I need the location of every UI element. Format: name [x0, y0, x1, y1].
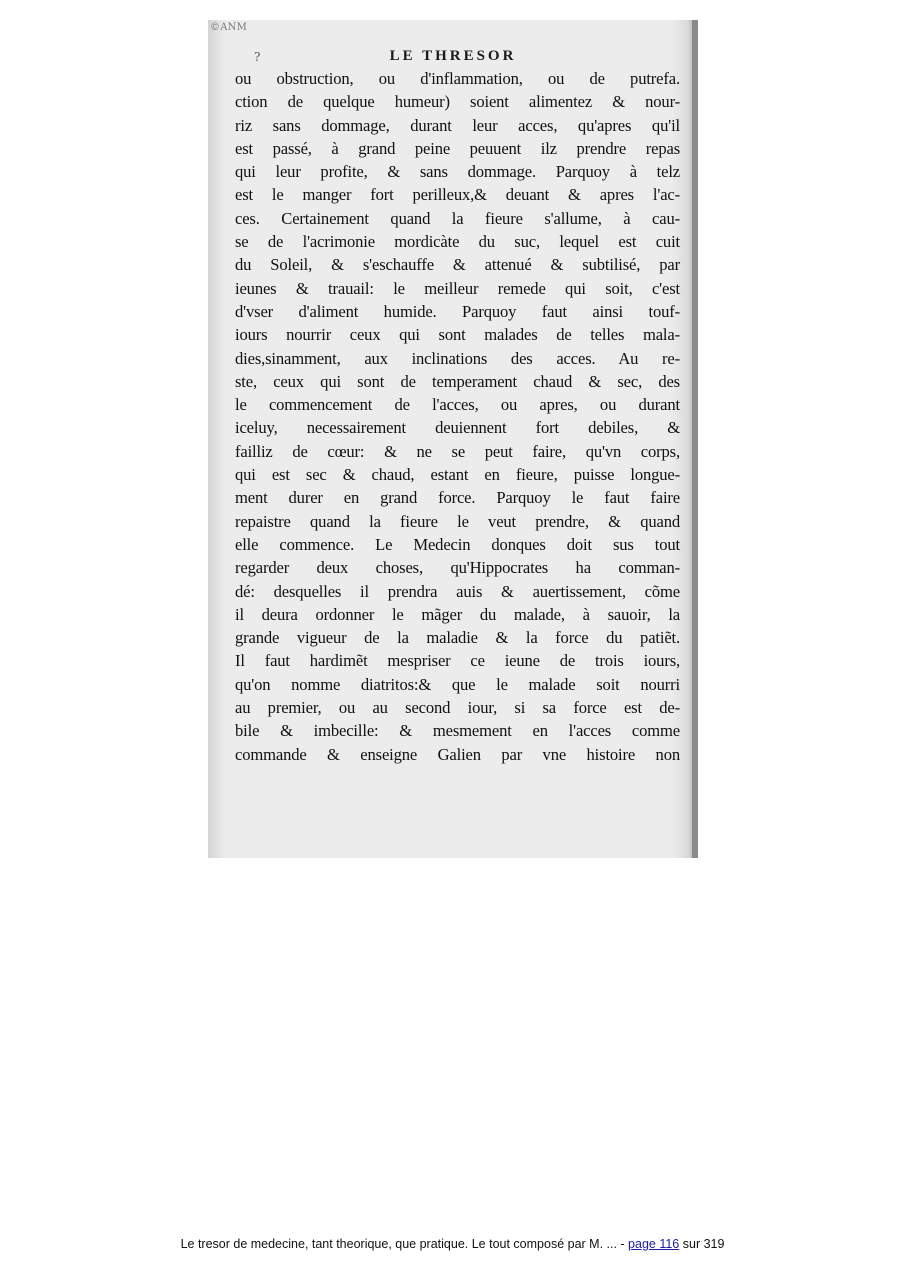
document-title: Le tresor de medecine, tant theorique, que pratique. Le tout composé par M. ... - — [180, 1237, 629, 1251]
page-count: sur 319 — [679, 1237, 725, 1251]
text-line: repaistre quand la fieure le veut prendre, & quand — [235, 511, 680, 531]
text-line: est passé, à grand peine peuuent ilz prendre repas — [235, 138, 680, 158]
text-line: iours nourrir ceux qui sont malades de telles mala- — [235, 325, 680, 345]
text-line: ces. Certainement quand la fieure s'allume, à cau- — [235, 208, 680, 228]
text-line: est le manger fort perilleux,& deuant & apres l'ac- — [235, 185, 680, 205]
page-link[interactable]: page 116 — [628, 1237, 680, 1251]
text-line: ou obstruction, ou d'inflammation, ou de putrefa. — [235, 69, 680, 88]
text-line: grande vigueur de la maladie & la force du patiẽt. — [235, 628, 680, 648]
text-line: iceluy, necessairement deuiennent fort debiles, & — [235, 418, 680, 438]
running-head: LE THRESOR — [389, 48, 517, 64]
text-line: dies,sinamment, aux inclinations des acces. Au re- — [235, 348, 680, 368]
text-line: au premier, ou au second iour, si sa force est de- — [235, 698, 680, 718]
binding-edge — [692, 20, 698, 858]
text-line: ment durer en grand force. Parquoy le faut faire — [235, 488, 680, 508]
text-line: qui leur profite, & sans dommage. Parquoy à telz — [235, 162, 680, 182]
caption-footer — [0, 1237, 905, 1251]
text-line: Il faut hardimẽt mespriser ce ieune de trois iours, — [235, 651, 680, 671]
text-line: le commencement de l'acces, ou apres, ou durant — [235, 395, 680, 415]
text-line: du Soleil, & s'eschauffe & attenué & subtilisé, par — [235, 255, 680, 275]
page-scan — [208, 20, 698, 858]
text-line: bile & imbecille: & mesmement en l'acces comme — [235, 721, 680, 741]
text-line: ction de quelque humeur) soient alimentez & nour- — [235, 92, 680, 112]
text-line: regarder deux choses, qu'Hippocrates ha comman- — [235, 558, 680, 578]
text-line: qu'on nomme diatritos:& que le malade soit nourri — [235, 674, 680, 694]
watermark: ©ANM — [210, 22, 248, 33]
text-line: failliz de cœur: & ne se peut faire, qu'vn corps, — [235, 441, 680, 461]
text-line: commande & enseigne Galien par vne histoire non — [235, 744, 680, 764]
body-text — [235, 67, 680, 766]
text-line: d'vser d'aliment humide. Parquoy faut ainsi touf- — [235, 301, 680, 321]
text-line: ieunes & trauail: le meilleur remede qui soit, c'est — [235, 278, 680, 298]
text-line: elle commence. Le Medecin donques doit sus tout — [235, 534, 680, 554]
text-line: se de l'acrimonie mordicàte du suc, lequel est cuit — [235, 232, 680, 252]
text-line: il deura ordonner le mãger du malade, à sauoir, la — [235, 604, 680, 624]
text-line: riz sans dommage, durant leur acces, qu'apres qu'il — [235, 115, 680, 135]
page-mark: ? — [254, 50, 261, 64]
text-line: dé: desquelles il prendra auis & auertissement, cõme — [235, 581, 680, 601]
text-line: qui est sec & chaud, estant en fieure, puisse longue- — [235, 465, 680, 485]
text-line: ste, ceux qui sont de temperament chaud & sec, des — [235, 371, 680, 391]
